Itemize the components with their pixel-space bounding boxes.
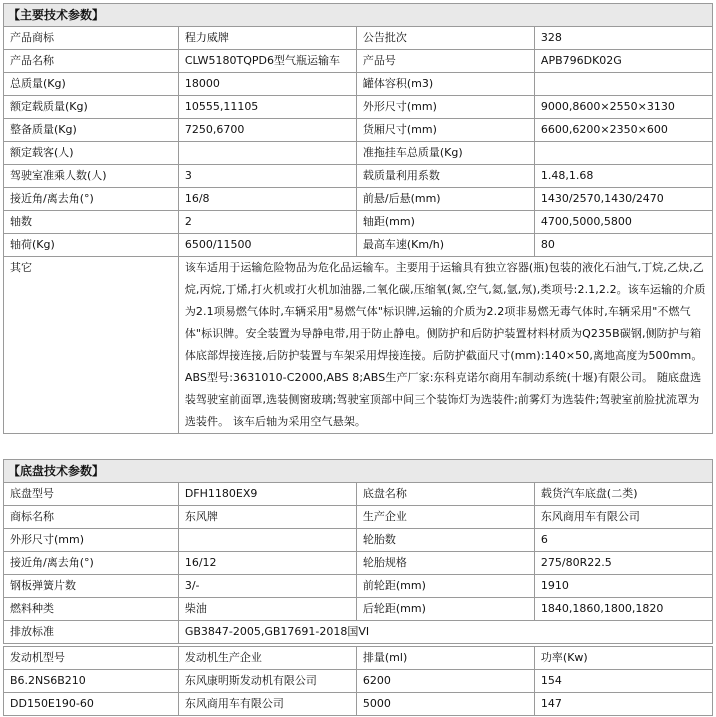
table-row [4, 73, 713, 96]
param-label: 罐体容积(m3) [356, 73, 534, 96]
param-value: 载货汽车底盘(二类) [534, 483, 712, 506]
param-label: 接近角/离去角(°) [4, 188, 179, 211]
param-label: 驾驶室准乘人数(人) [4, 165, 179, 188]
param-label: 外形尺寸(mm) [4, 529, 179, 552]
emission-label: 排放标准 [4, 621, 179, 644]
other-row [4, 257, 713, 434]
param-value: 2 [178, 211, 356, 234]
param-label: 公告批次 [356, 27, 534, 50]
table-row [4, 211, 713, 234]
param-label: 额定载客(人) [4, 142, 179, 165]
other-description: 该车适用于运输危险物品为危化品运输车。主要用于运输具有独立容器(瓶)包装的液化石油气,丁烷,乙炔,乙烷,丙烷,丁烯,打火机或打火机加油器,二氧化碳,压缩氧(氮,空气,氦,氩,氖),类项号:2.1,2.2。该车运输的介质为2.1项易燃气体时,车辆采用"易燃气体"标识牌,运输的介质为2.2项非易燃无毒气体时,车辆采用"不燃气体"标识牌。安全装置为导静电带,用于防止静电。侧防护和后防护装置材料材质为Q235B碳钢,侧防护与箱体底部焊接连接,后防护装置与车架采用焊接连接。后防护截面尺寸(mm):140×50,离地高度为500mm。ABS型号:3631010-C2000,ABS 8;ABS生产厂家:东科克诺尔商用车制动系统(十堰)有限公司。 随底盘选装驾驶室前面罩,选装侧窗玻璃;驾驶室顶部中间三个装饰灯为选装件;前雾灯为选装件;驾驶室前脸扰流罩为选装件。 该车后轴为采用空气悬架。 [178, 257, 712, 434]
table-row [4, 552, 713, 575]
param-label: 额定载质量(Kg) [4, 96, 179, 119]
param-label: 整备质量(Kg) [4, 119, 179, 142]
chassis-params-table [3, 459, 713, 644]
emission-row [4, 621, 713, 644]
table-header-row [4, 647, 713, 670]
table-row [4, 96, 713, 119]
param-value [178, 529, 356, 552]
param-label: 最高车速(Km/h) [356, 234, 534, 257]
main-params-header: 【主要技术参数】 [4, 4, 713, 27]
param-value: 4700,5000,5800 [534, 211, 712, 234]
param-label: 总质量(Kg) [4, 73, 179, 96]
emission-value: GB3847-2005,GB17691-2018国VI [178, 621, 712, 644]
chassis-params-header: 【底盘技术参数】 [4, 460, 713, 483]
param-label: 产品商标 [4, 27, 179, 50]
param-label: 外形尺寸(mm) [356, 96, 534, 119]
table-row [4, 506, 713, 529]
param-value: 6 [534, 529, 712, 552]
param-value: 9000,8600×2550×3130 [534, 96, 712, 119]
engine-maker: 东风康明斯发动机有限公司 [178, 670, 356, 693]
table-row [4, 165, 713, 188]
engine-displacement: 5000 [356, 693, 534, 716]
param-value: 7250,6700 [178, 119, 356, 142]
param-label: 前轮距(mm) [356, 575, 534, 598]
table-row [4, 483, 713, 506]
param-value: DFH1180EX9 [178, 483, 356, 506]
param-label: 前悬/后悬(mm) [356, 188, 534, 211]
param-value: 柴油 [178, 598, 356, 621]
param-value: 16/12 [178, 552, 356, 575]
param-value: CLW5180TQPD6型气瓶运输车 [178, 50, 356, 73]
param-value: 1840,1860,1800,1820 [534, 598, 712, 621]
other-label: 其它 [4, 257, 179, 434]
param-label: 产品名称 [4, 50, 179, 73]
engine-displacement: 6200 [356, 670, 534, 693]
table-row [4, 598, 713, 621]
param-label: 商标名称 [4, 506, 179, 529]
param-value: 3/- [178, 575, 356, 598]
table-row [4, 50, 713, 73]
table-row [4, 670, 713, 693]
param-value: 东风商用车有限公司 [534, 506, 712, 529]
param-value: 10555,11105 [178, 96, 356, 119]
param-label: 底盘名称 [356, 483, 534, 506]
param-value: APB796DK02G [534, 50, 712, 73]
engine-table [3, 646, 713, 716]
param-value: 275/80R22.5 [534, 552, 712, 575]
param-label: 轴数 [4, 211, 179, 234]
table-row [4, 234, 713, 257]
param-value: 80 [534, 234, 712, 257]
engine-power: 154 [534, 670, 712, 693]
param-value: 东风牌 [178, 506, 356, 529]
param-value [178, 142, 356, 165]
param-label: 轴距(mm) [356, 211, 534, 234]
main-params-table [3, 3, 713, 434]
param-label: 钢板弹簧片数 [4, 575, 179, 598]
param-label: 底盘型号 [4, 483, 179, 506]
param-label: 货厢尺寸(mm) [356, 119, 534, 142]
column-header: 功率(Kw) [534, 647, 712, 670]
param-value: 程力威牌 [178, 27, 356, 50]
column-header: 发动机型号 [4, 647, 179, 670]
param-value: 6600,6200×2350×600 [534, 119, 712, 142]
param-value: 1910 [534, 575, 712, 598]
param-value: 16/8 [178, 188, 356, 211]
engine-maker: 东风商用车有限公司 [178, 693, 356, 716]
param-label: 载质量利用系数 [356, 165, 534, 188]
param-label: 后轮距(mm) [356, 598, 534, 621]
param-value: 1430/2570,1430/2470 [534, 188, 712, 211]
param-value [534, 142, 712, 165]
param-label: 轴荷(Kg) [4, 234, 179, 257]
table-row [4, 693, 713, 716]
engine-model: DD150E190-60 [4, 693, 179, 716]
column-header: 发动机生产企业 [178, 647, 356, 670]
param-value: 6500/11500 [178, 234, 356, 257]
param-label: 燃料种类 [4, 598, 179, 621]
table-row [4, 142, 713, 165]
param-label: 生产企业 [356, 506, 534, 529]
table-row [4, 529, 713, 552]
param-label: 接近角/离去角(°) [4, 552, 179, 575]
engine-power: 147 [534, 693, 712, 716]
param-label: 产品号 [356, 50, 534, 73]
param-value: 18000 [178, 73, 356, 96]
table-row [4, 188, 713, 211]
table-row [4, 575, 713, 598]
param-value: 3 [178, 165, 356, 188]
param-value: 328 [534, 27, 712, 50]
param-value: 1.48,1.68 [534, 165, 712, 188]
param-value [534, 73, 712, 96]
engine-model: B6.2NS6B210 [4, 670, 179, 693]
param-label: 轮胎规格 [356, 552, 534, 575]
table-row [4, 119, 713, 142]
param-label: 轮胎数 [356, 529, 534, 552]
column-header: 排量(ml) [356, 647, 534, 670]
table-row [4, 27, 713, 50]
param-label: 准拖挂车总质量(Kg) [356, 142, 534, 165]
